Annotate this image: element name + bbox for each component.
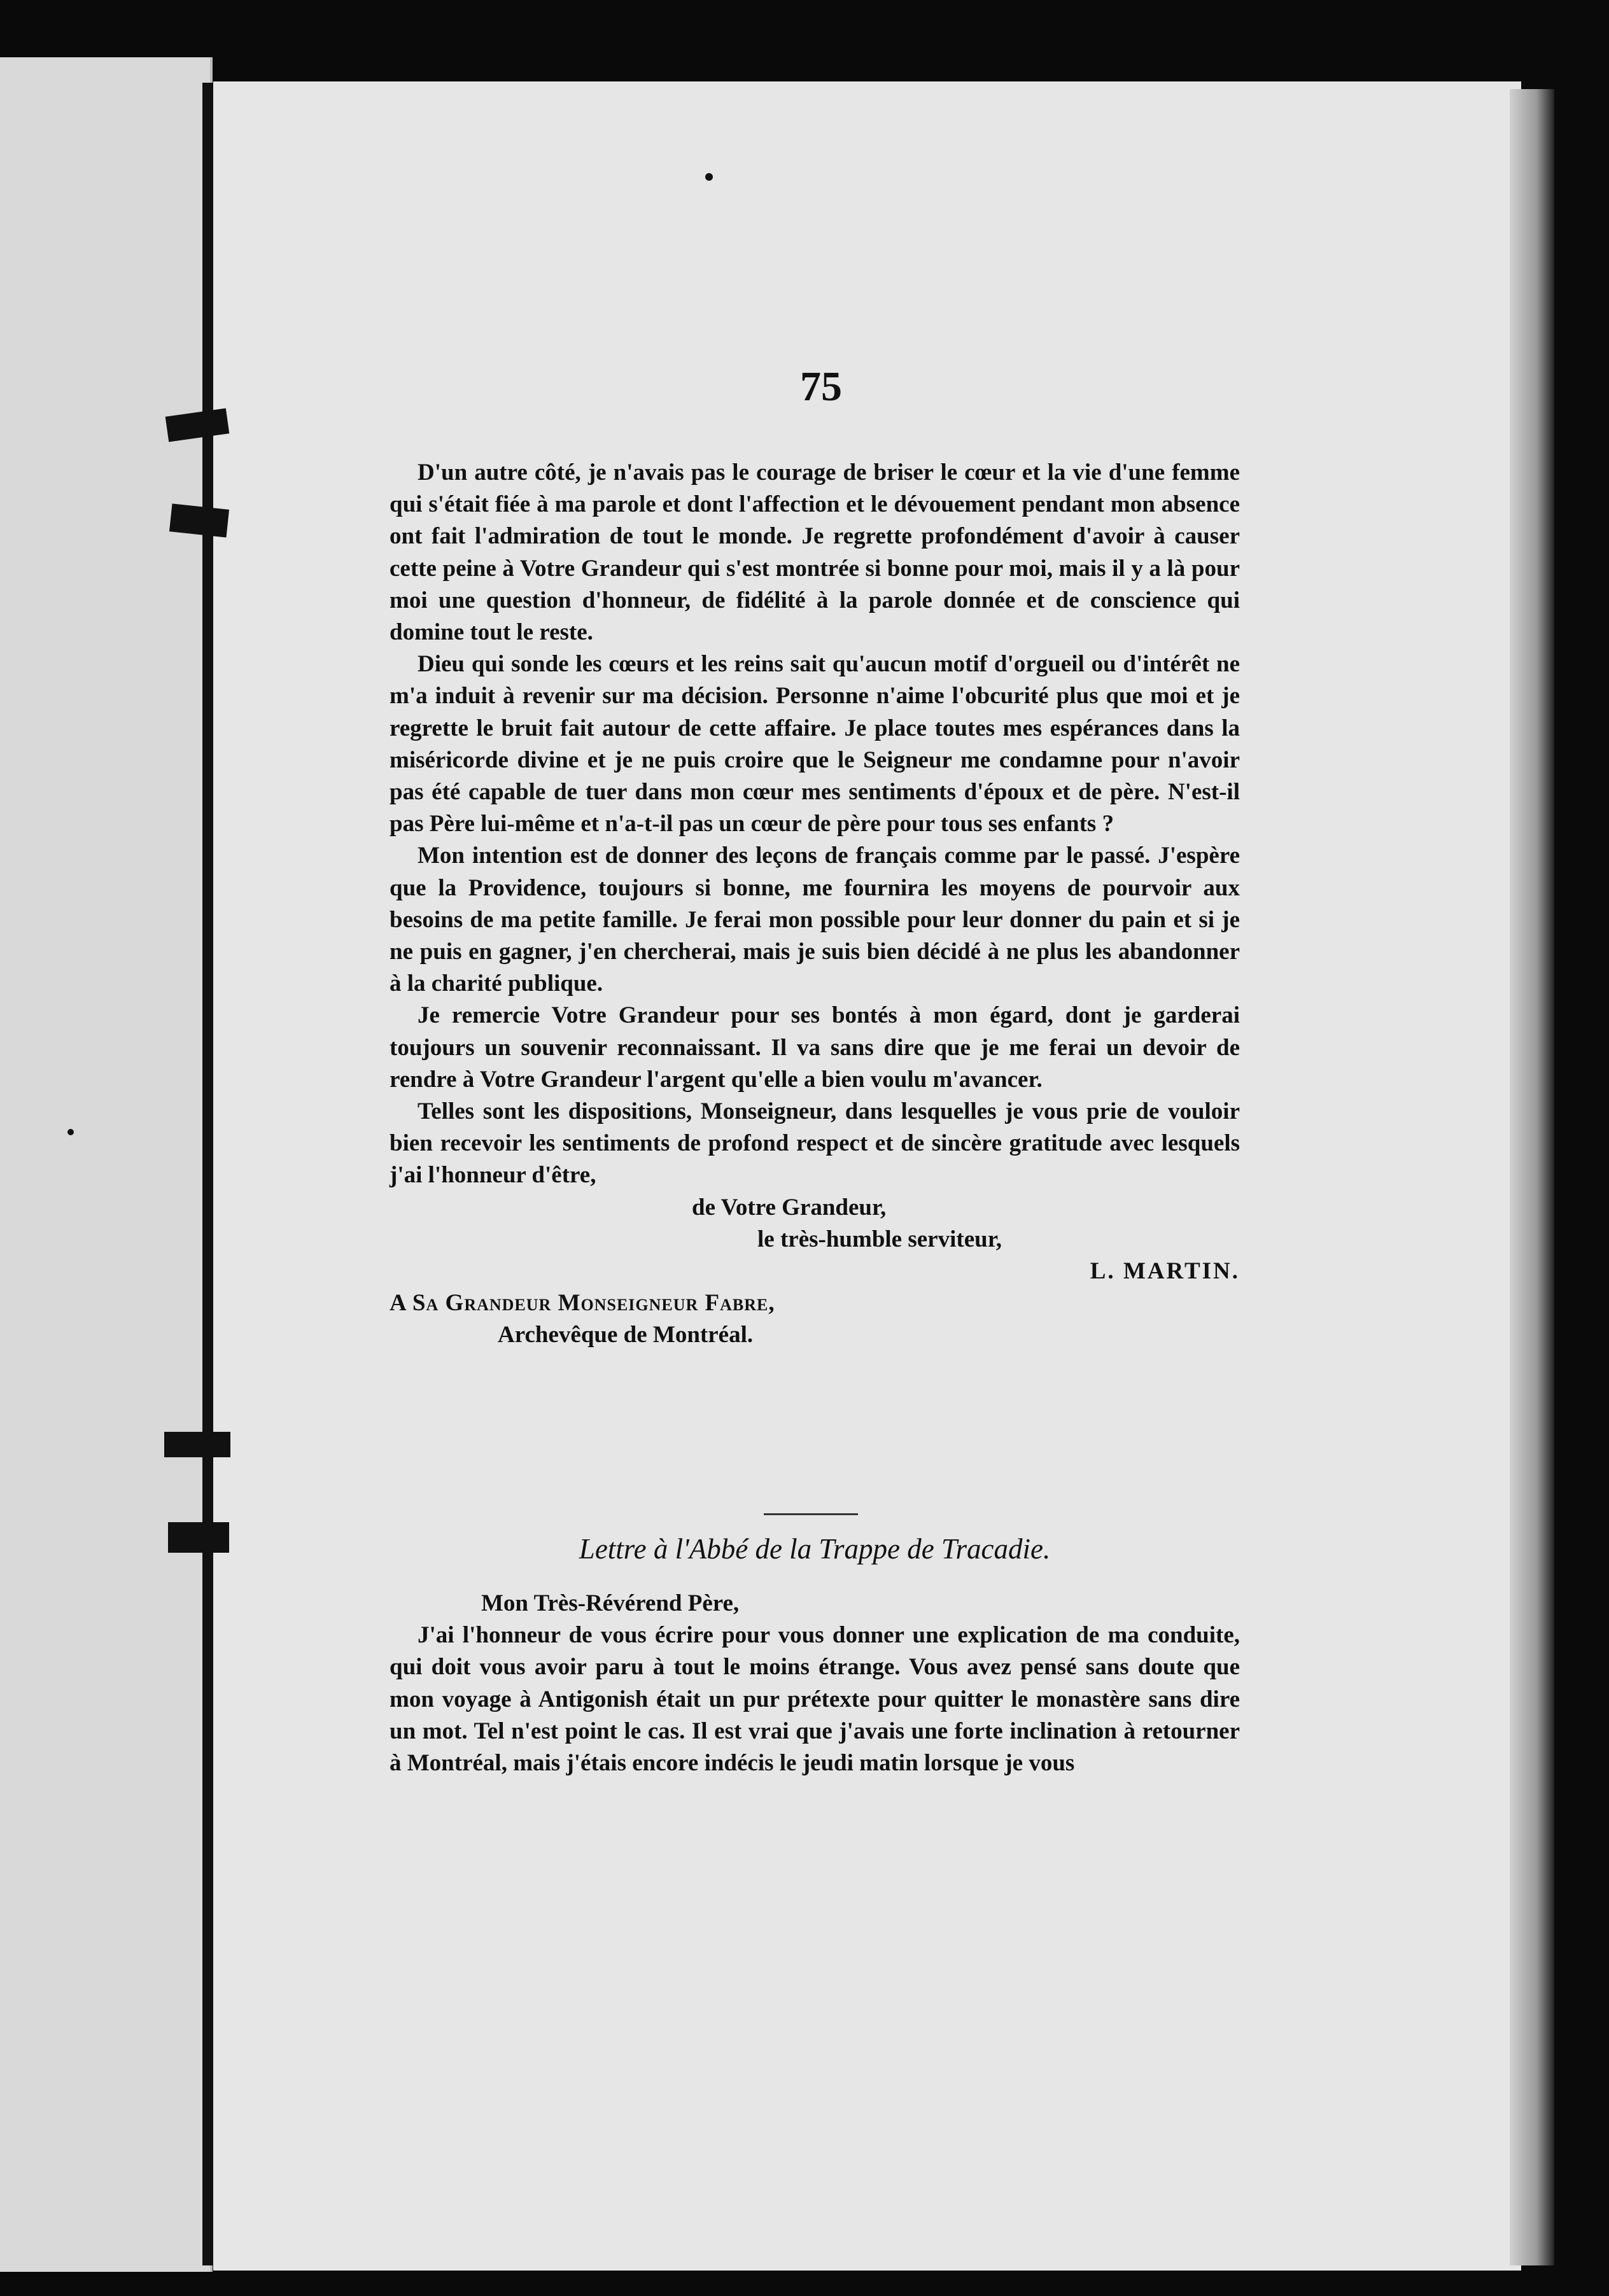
binding-notch	[168, 1522, 229, 1553]
paragraph: D'un autre côté, je n'avais pas le courage de briser le cœur et la vie d'une femme qui s'était fiée à ma parole et dont l'affection et le dévouement pendant mon absence ont fait l'admiration de tout le monde. Je regrette profondément d'avoir à causer cette peine à Votre Grandeur qui s'est montrée si bonne pour moi, mais il y a là pour moi une question d'honneur, de fidélité à la parole donnée et de conscience qui domine tout le reste.	[390, 459, 1240, 646]
salutation: Mon Très-Révérend Père,	[481, 1590, 740, 1616]
paragraph: J'ai l'honneur de vous écrire pour vous donner une explication de ma conduite, qui doit vous avoir paru à tout le moins étrange. Vous avez pensé sans doute que mon voyage à Antigonish était un pur prétexte pour quitter le monastère sans dire un mot. Tel n'est point le cas. Il est vrai que j'avais une forte inclination à retourner à Montréal, mais j'étais encore indécis le jeudi matin lorsque je vous	[390, 1622, 1240, 1777]
second-letter	[390, 1588, 1240, 1779]
addressee: A Sa Grandeur Monseigneur Fabre,	[390, 1290, 775, 1317]
page-edge	[1510, 89, 1554, 2265]
section-heading: Lettre à l'Abbé de la Trappe de Tracadie.	[579, 1533, 1051, 1565]
paragraph: Dieu qui sonde les cœurs et les reins sait qu'aucun motif d'orgueil ou d'intérêt ne m'a induit à revenir sur ma décision. Personne n'aime l'obcurité plus que moi et je regrette le bruit fait autour de cette affaire. Je place toutes mes espérances dans la miséricorde divine et je ne puis croire que le Seigneur me condamne pour n'avoir pas été capable de tuer dans mon cœur mes sentiments d'époux et de père. N'est-il pas Père lui-même et n'a-t-il pas un cœur de père pour tous ses enfants ?	[390, 651, 1240, 837]
binding-notch	[164, 1432, 230, 1457]
paragraph: Mon intention est de donner des leçons de français comme par le passé. J'espère que la Providence, toujours si bonne, me fournira les moyens de pourvoir aux besoins de ma petite famille. Je ferai mon possible pour leur donner du pain et si je ne puis en gagner, j'en chercherai, mais je suis bien décidé à ne plus les abandonner à la charité publique.	[390, 843, 1240, 997]
paragraph: Telles sont les dispositions, Monseigneur, dans lesquelles je vous prie de vouloir bien recevoir les sentiments de profond respect et de sincère gratitude avec lesquels j'ai l'honneur d'être,	[390, 1098, 1240, 1189]
signature: L. MARTIN.	[1090, 1258, 1240, 1285]
speck	[705, 173, 713, 181]
letter-body	[390, 457, 1240, 1352]
previous-page-strip	[0, 57, 213, 2272]
closing-line: de Votre Grandeur,	[692, 1194, 887, 1221]
closing-line: le très-humble serviteur,	[757, 1226, 1002, 1252]
speck	[67, 1129, 74, 1135]
page-number: 75	[800, 363, 842, 410]
paragraph: Je remercie Votre Grandeur pour ses bontés à mon égard, dont je garderai toujours un souvenir reconnaissant. Il va sans dire que je me ferai un devoir de rendre à Votre Grandeur l'argent qu'elle a bien voulu m'avancer.	[390, 1002, 1240, 1093]
binding-notch	[169, 503, 229, 537]
addressee-title: Archevêque de Montréal.	[498, 1322, 754, 1348]
section-divider	[764, 1513, 858, 1515]
